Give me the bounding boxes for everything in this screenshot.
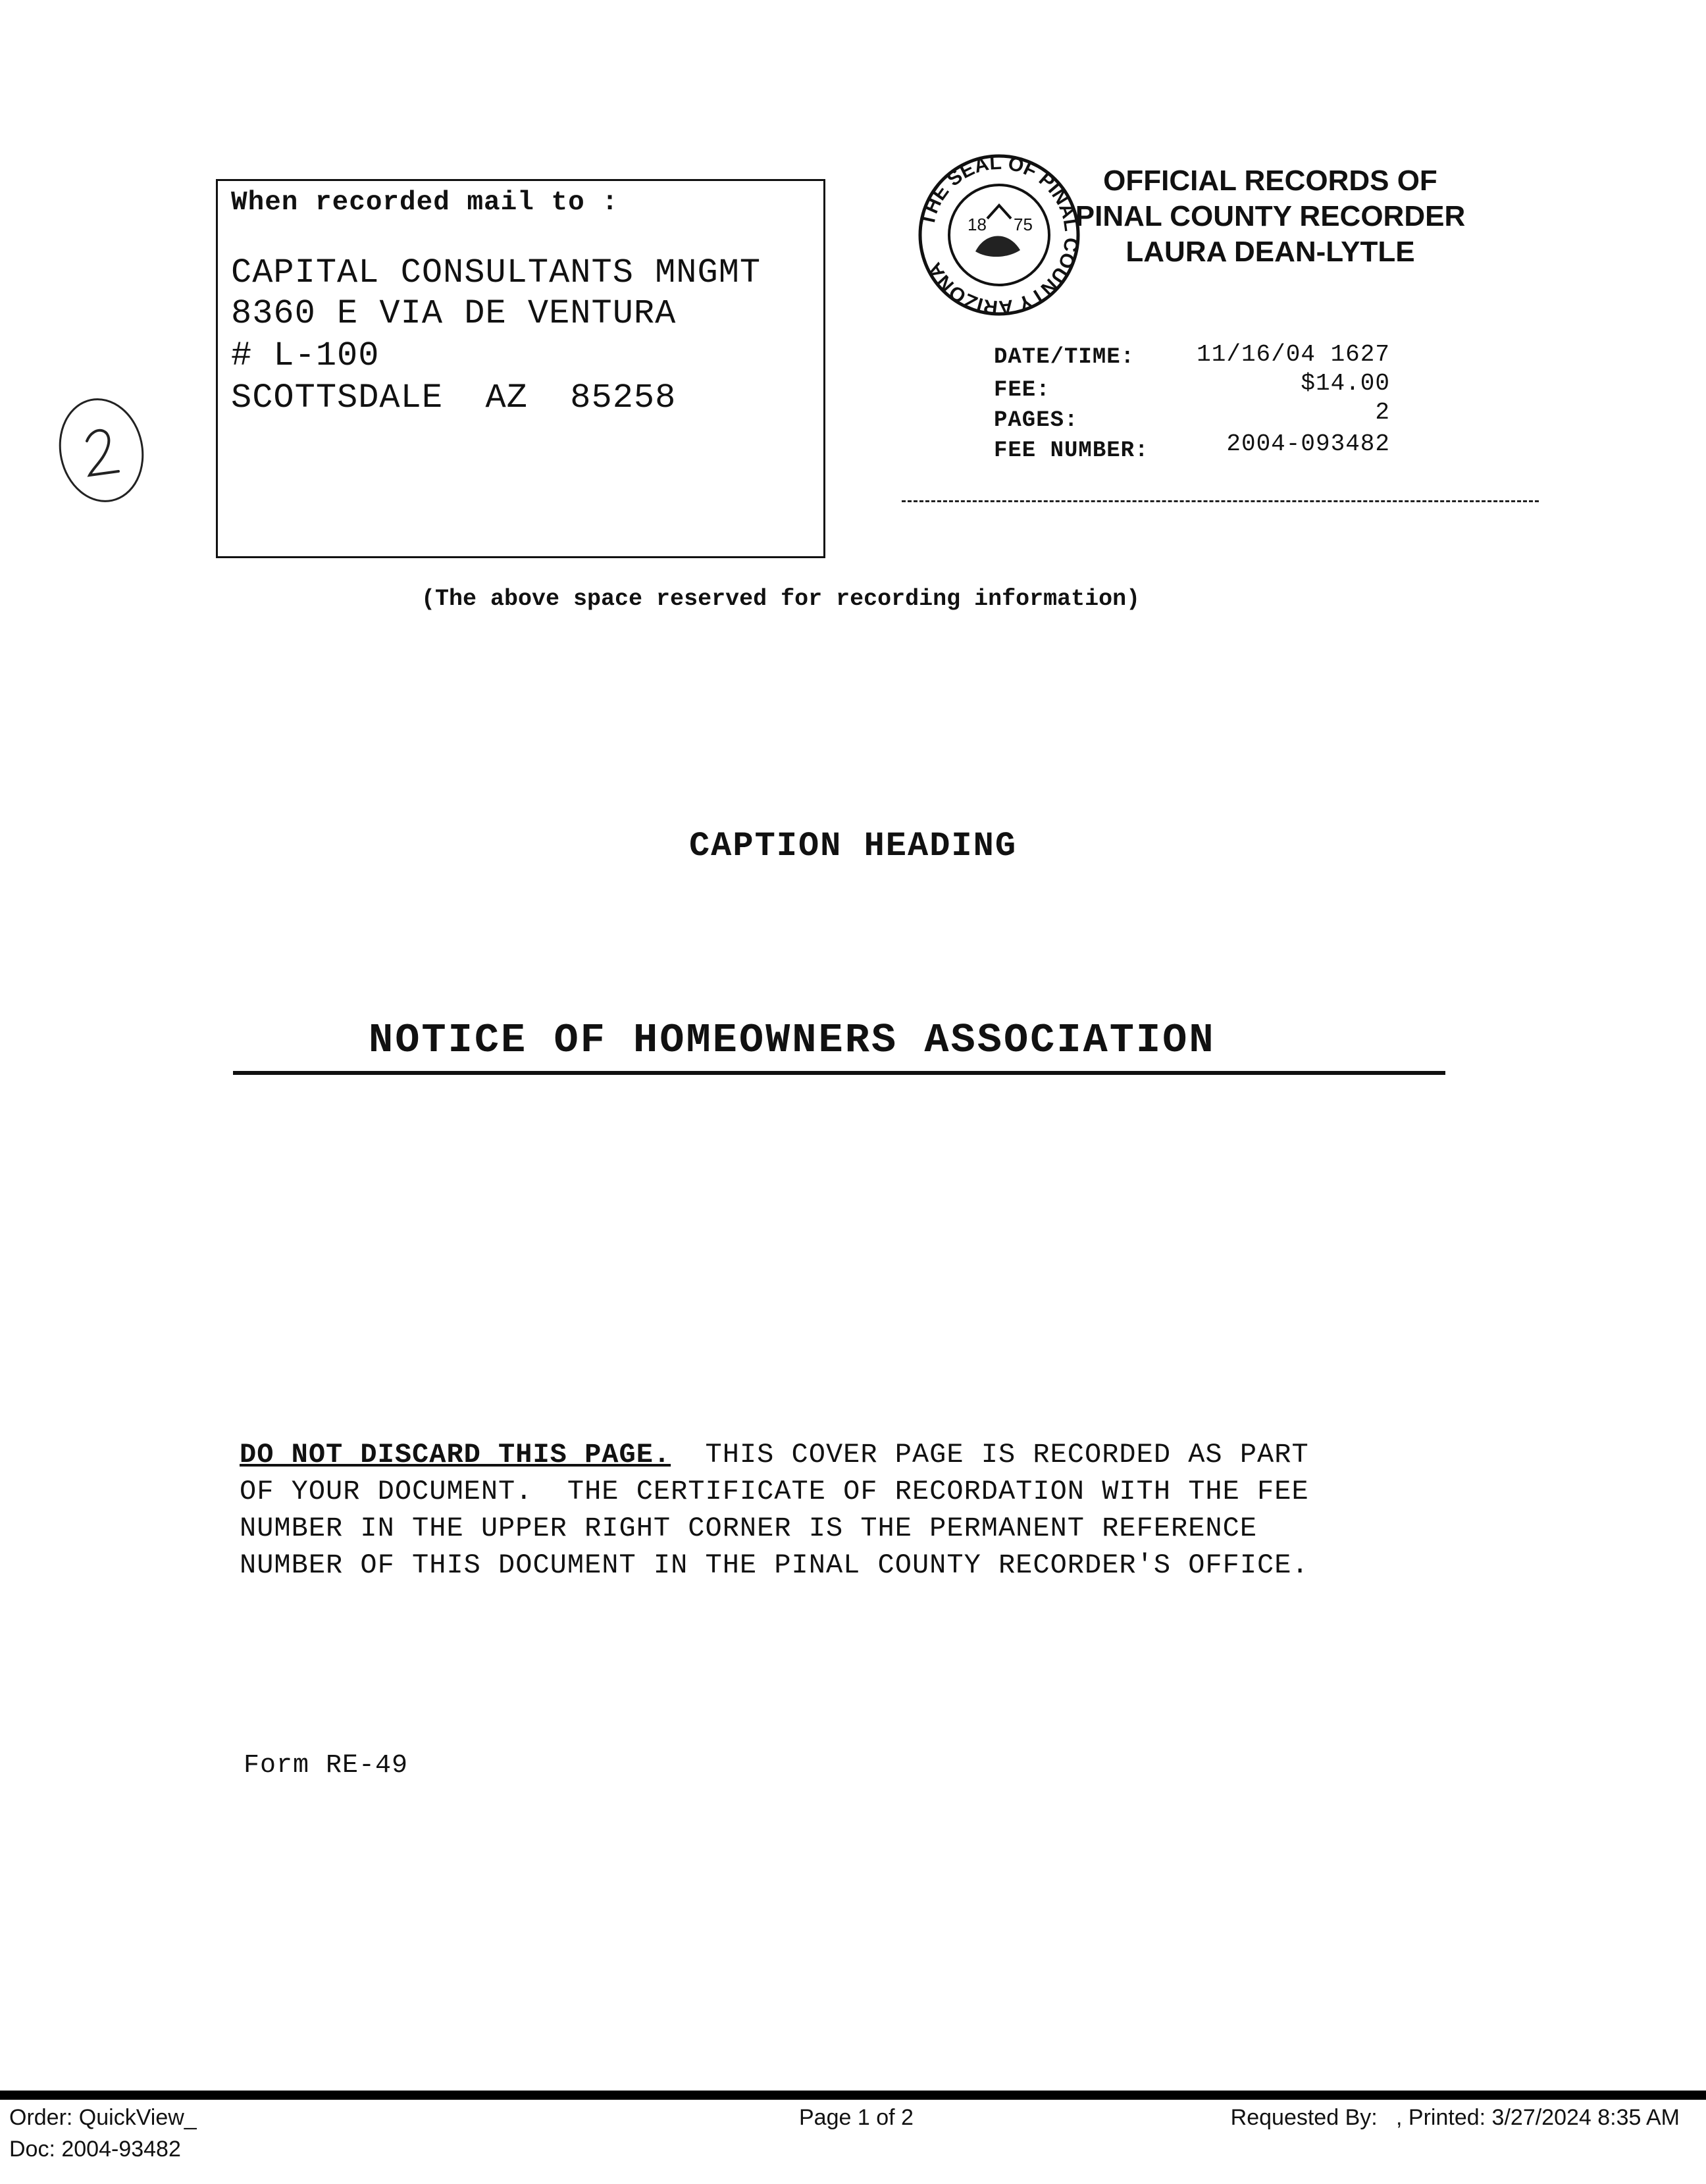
body-line-1-rest: THIS COVER PAGE IS RECORDED AS PART (671, 1439, 1309, 1470)
title-underline-rule (233, 1071, 1445, 1075)
fee-number-label: FEE NUMBER: (994, 438, 1149, 463)
do-not-discard-emphasis: DO NOT DISCARD THIS PAGE. (240, 1439, 671, 1470)
mail-to-line-1: CAPITAL CONSULTANTS MNGMT (231, 253, 762, 292)
footer-requested-printed: Requested By: , Printed: 3/27/2024 8:35 AM (1230, 2105, 1680, 2130)
mail-to-box (216, 179, 825, 558)
body-line-1 (240, 1439, 1309, 1470)
footer-bar (0, 2091, 1706, 2100)
seal-ring-text: THE SEAL OF PINAL COUNTY ARIZONA (916, 153, 1083, 317)
mail-to-line-3: # L-100 (231, 336, 380, 375)
body-line-4: NUMBER OF THIS DOCUMENT IN THE PINAL COUNTY RECORDER'S OFFICE. (240, 1549, 1309, 1581)
fee-number-value: 2004-093482 (1226, 430, 1390, 457)
footer-page: Page 1 of 2 (799, 2105, 914, 2130)
date-time-value: 11/16/04 1627 (1197, 341, 1390, 368)
body-line-3: NUMBER IN THE UPPER RIGHT CORNER IS THE PERMANENT REFERENCE (240, 1513, 1258, 1544)
footer-doc: Doc: 2004-93482 (9, 2137, 181, 2162)
reserved-space-note: (The above space reserved for recording information) (421, 586, 1141, 612)
mail-to-line-4: SCOTTSDALE AZ 85258 (231, 378, 677, 417)
mail-to-line-2: 8360 E VIA DE VENTURA (231, 294, 677, 333)
seal-year-right: 75 (1014, 215, 1033, 234)
pages-value: 2 (1375, 399, 1390, 426)
recording-dashed-rule (902, 500, 1539, 502)
form-id: Form RE-49 (244, 1751, 409, 1781)
pages-label: PAGES: (994, 408, 1079, 433)
svg-text:THE SEAL OF PINAL COUNTY ARIZO (917, 153, 1082, 317)
fee-value: $14.00 (1301, 370, 1390, 397)
fee-label: FEE: (994, 378, 1050, 403)
recorder-title-line-2: PINAL COUNTY RECORDER (1075, 200, 1466, 232)
seal-year-left: 18 (968, 215, 987, 234)
date-time-label: DATE/TIME: (994, 345, 1135, 370)
recorder-title-line-3: LAURA DEAN-LYTLE (1125, 236, 1415, 268)
footer-order: Order: QuickView_ (9, 2105, 197, 2130)
document-title: NOTICE OF HOMEOWNERS ASSOCIATION (369, 1017, 1216, 1064)
mail-to-header: When recorded mail to : (231, 188, 619, 218)
recorder-title-line-1: OFFICIAL RECORDS OF (1103, 165, 1437, 197)
handwritten-circled-mark (47, 395, 153, 507)
caption-heading: CAPTION HEADING (688, 827, 1018, 866)
body-line-2: OF YOUR DOCUMENT. THE CERTIFICATE OF RECORDATION WITH THE FEE (240, 1476, 1309, 1507)
